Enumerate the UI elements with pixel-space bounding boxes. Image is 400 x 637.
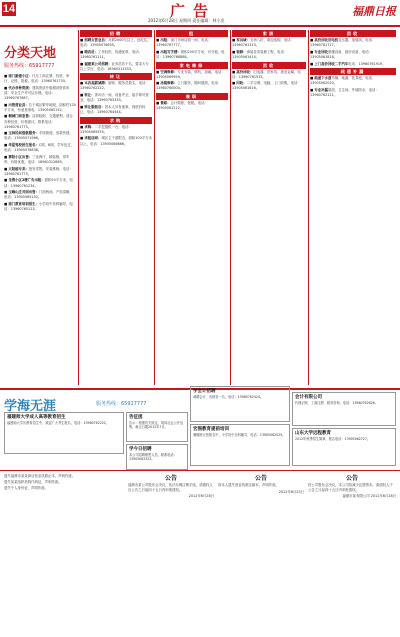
column-3 — [156, 30, 228, 385]
item-title: ■ 上门高价回收二手汽车 — [310, 61, 349, 66]
notice-text: 因本人遗失营业执照正副本，声明作废。 — [218, 483, 280, 487]
classified-item — [4, 167, 76, 177]
item-title: ■ 太阳能专卖： — [4, 166, 29, 171]
banner-phone: 服务热线：65917777 — [4, 63, 55, 69]
column-1 — [4, 74, 76, 384]
classified-item — [4, 155, 76, 165]
item-title: ■ 出售营业房： — [4, 102, 29, 107]
ad-box-5 — [190, 424, 290, 466]
classified-item — [4, 103, 76, 113]
item-title: ■ 招聘女营业员： — [80, 38, 109, 42]
classified-item — [310, 50, 396, 60]
item-text: 面积200平方米，可分租，电话：13960768888。 — [156, 49, 225, 59]
item-title: ■ 装修： — [232, 49, 247, 54]
item-text: 业务员若干名，要求大专以上学历，电话：18960313333。 — [80, 61, 149, 71]
item-title: ■ 南门教育培训招生： — [4, 202, 39, 206]
notice-2 — [218, 474, 304, 632]
ad-title: 福建师大学成人高等教育招生 — [7, 415, 66, 420]
ad-title: 会计有限公司 — [295, 395, 322, 400]
item-text: 面积50平方米，电话：13960761234。 — [4, 178, 73, 188]
item-title: ■ 南门新建小区： — [4, 74, 33, 78]
item-title: ■ 高价回收旧电机 — [310, 38, 339, 42]
classified-item — [232, 50, 306, 60]
item-title: ■ 出租写字楼： — [156, 49, 181, 54]
column-4 — [232, 30, 306, 385]
item-text: 南门市场店面一间，电话：13960767777。 — [156, 38, 212, 48]
header-rule — [0, 25, 400, 27]
item-title: ■ 家具城： — [232, 38, 250, 42]
item-title: ■ 出租： — [156, 38, 171, 42]
item-text: 变压器、电缆线，电话：13960761717。 — [310, 38, 376, 48]
banner-title: 分类天地 — [4, 46, 57, 61]
item-text: 专业安装、移机、加氟，电话：13905069999。 — [156, 69, 225, 79]
column-2 — [80, 30, 152, 385]
notice-3 — [308, 474, 396, 632]
lost-notice: 遗失某某组织机构代码证，声明作废。 — [4, 480, 62, 485]
item-text: 店面临街，交通便利，适合各种经营，价格面议，联系电话：13960761775。 — [4, 114, 73, 129]
classified-item — [232, 81, 306, 91]
item-title: ■ 回收： — [232, 81, 247, 86]
notice-title: 公告 — [254, 475, 267, 482]
newspaper-logo: 福鼎日报 — [352, 5, 396, 18]
column-divider — [78, 30, 79, 385]
category-header: 家居 — [232, 30, 306, 37]
category-header: 租 — [156, 30, 228, 37]
column-5 — [310, 30, 396, 385]
column-divider — [154, 30, 155, 385]
item-text: 三室两厅，精装修，带车库，价格优惠，电话：18960312689。 — [4, 154, 70, 164]
item-text: 二手挖掘机一台，电话：13905065555。 — [80, 124, 132, 134]
classified-item — [80, 50, 152, 60]
item-title: ■ 赛阳小区出售： — [4, 154, 33, 159]
classified-item — [80, 93, 152, 103]
item-text: 全场八折，欢迎选购，电话：13960761313。 — [232, 38, 295, 48]
item-title: ■ 冰箱维修： — [156, 81, 178, 86]
item-text: 马桶、地漏、化粪池，电话：13905062020。 — [310, 76, 376, 86]
category-header: 回收 — [310, 30, 396, 37]
lost-notices-column — [4, 474, 124, 632]
section-divider — [0, 470, 400, 471]
classified-item — [80, 125, 152, 135]
item-text: 位于城区繁华地段，面积约120平方米，有意者请电：13905065152。 — [4, 102, 76, 112]
category-header: 转让 — [80, 73, 152, 80]
ad-text: 诚聘会计、出纳各一名，电话：13960762424。 — [193, 395, 264, 399]
item-text: 因本人另有他事，现低价转让，电话：13960764444。 — [80, 104, 146, 114]
item-title: ■ 专业补漏 — [310, 88, 328, 93]
ad-box-6 — [292, 392, 396, 426]
classified-item — [4, 178, 76, 188]
notice-sign: 2012年6月28日 — [188, 494, 214, 499]
item-title: ■ 转让服装店： — [80, 104, 105, 109]
classified-item — [156, 70, 228, 80]
item-title: ■ 求租店面： — [80, 136, 102, 141]
notice-title: 公告 — [164, 475, 177, 482]
classified-item — [80, 38, 152, 48]
classified-item — [4, 114, 76, 129]
lost-notice: 遗失个人身份证，声明作废。 — [4, 486, 49, 491]
category-header: 家电维修 — [156, 62, 228, 69]
classified-item — [156, 50, 228, 60]
classified-item — [232, 38, 306, 48]
item-title: ■ 本店高薪诚聘： — [80, 81, 109, 86]
classified-item — [4, 202, 76, 212]
ad-title: 山东大学远程教育 — [295, 431, 331, 436]
item-title: ■ 龙湾小区2楼广告出租： — [4, 178, 45, 183]
item-text: 批发零售，安装维修，电话：13960761775。 — [4, 166, 73, 176]
ad-text: 代理记账、工商注册、税务咨询，电话：13960762626。 — [295, 401, 378, 405]
classified-item — [310, 76, 396, 86]
education-banner-phone: 服务热线：65917777 — [96, 401, 147, 407]
item-text: 工作轻松，待遇优厚，电话：13960761111。 — [80, 49, 143, 59]
notice-text: 福鼎市某公司股东会决议，依法办理注销手续，请债权人自公告之日起四十五日内申报债权。 — [128, 483, 213, 492]
item-text: 建筑资质升级增项资质申请，安全生产许可证办理。电话：13960767687。 — [4, 85, 70, 100]
category-header: 求购 — [80, 117, 152, 124]
ad-box-2 — [126, 412, 188, 442]
page-number: 14 — [2, 3, 16, 15]
item-text: 月薪2000元以上，包吃住，电话：13905076655。 — [80, 38, 151, 48]
category-header: 回收 — [232, 62, 306, 69]
item-text: 手续简便，放款快捷，电话：13905071966。 — [4, 131, 73, 141]
item-text: 厨师、服务员数名，电话：13960762222。 — [80, 81, 149, 91]
item-text: 小学初中各科辅导，电话：13960765123。 — [4, 202, 73, 212]
item-title: ■ 华夏驾校招生报名： — [4, 143, 39, 148]
page-header — [0, 0, 400, 23]
classified-item — [4, 86, 76, 101]
item-title: ■ 兼职： — [156, 101, 171, 106]
item-title: ■ 专业回收 — [310, 49, 328, 54]
ad-title: 宏图教育提前培训 — [193, 427, 229, 432]
classified-item — [4, 190, 76, 200]
column-divider — [308, 30, 309, 385]
item-text: C照、B照，学车包过，电话：13905078836。 — [4, 143, 75, 153]
item-title: ■ 转让： — [80, 93, 95, 98]
notice-sign: 福鼎市某有限公司 2012年6月28日 — [342, 494, 396, 499]
education-banner-title: 学海无涯 — [4, 399, 57, 414]
classified-item — [4, 143, 76, 153]
ad-box-3 — [126, 444, 188, 470]
notice-text: 经公司股东会决议，本公司拟减少注册资本，请债权人于公告之日起四十五日内申报债权。 — [308, 483, 393, 492]
lost-notice: 遗失福鼎市某某商店营业执照正本，声明作废。 — [4, 474, 76, 478]
column-divider — [230, 30, 231, 385]
category-header: 招聘 — [80, 30, 152, 37]
item-title: ■ 聘店员： — [80, 49, 98, 54]
notice-sign: 2012年6月25日 — [278, 489, 304, 494]
ad-text: 本公司招聘销售人员，联系电话：13905062323。 — [129, 453, 177, 462]
ad-title: 学会计招聘 — [193, 389, 216, 394]
ad-box-7 — [292, 428, 396, 466]
notice-1 — [128, 474, 214, 632]
item-text: 会计做账，报税，电话：13905061212。 — [156, 101, 208, 111]
date-line: 2012年6月28日 星期四 责任编辑：林小虎 — [148, 18, 225, 23]
item-text: 屋面、卫生间、外墙防水，电话：13960762121。 — [310, 88, 379, 98]
classified-item — [310, 38, 396, 48]
item-text: 茶叶店一间，设备齐全，接手即可营业，电话：13960763333。 — [80, 93, 149, 103]
item-title: ■ 玉林民间借款服务： — [4, 131, 39, 136]
classified-item — [4, 131, 76, 141]
classified-item — [80, 136, 152, 146]
item-text: 门面两间，产权清晰，电话：13905065152。 — [4, 190, 73, 200]
item-title: ■ 空调维修： — [156, 69, 178, 74]
item-text: 酒楼设备、厨房设备，电话：13905061818。 — [310, 49, 373, 59]
item-text: 城区主干道附近，面积100平方米以上，电话：13905066666。 — [80, 136, 152, 146]
ad-title: 告征函 — [129, 415, 143, 420]
section-title: 广告 — [170, 2, 217, 20]
item-title: ■ 福建某公司招聘： — [80, 61, 112, 66]
classified-item — [80, 62, 152, 72]
item-title: ■ 高价回收： — [232, 69, 254, 74]
classified-item — [310, 62, 396, 67]
classified-item — [80, 81, 152, 91]
ad-text: 福建师大学历教育招生中，欢迎广大考生报名，电话：13960762222。 — [7, 421, 109, 425]
item-text: 二手空调、电脑，上门收购，电话：13905061616。 — [232, 81, 301, 91]
item-text: 电话：13960761919。 — [348, 61, 386, 66]
item-text: 上门服务，随叫随到，电话：13960760000。 — [156, 81, 222, 91]
classified-item — [156, 101, 228, 111]
ad-text: 暑期班火热报名中，小学初中全科辅导，电话：13905062525。 — [193, 433, 286, 437]
notice-title: 公告 — [345, 475, 358, 482]
classified-item — [156, 81, 228, 91]
item-title: ■ 玉峰山庄对面出售： — [4, 190, 39, 195]
category-header: 疏通补漏 — [310, 68, 396, 75]
classified-item — [80, 105, 152, 115]
item-text: 旧电器、旧家具、废旧金属，电话：13960761515。 — [232, 69, 301, 79]
classified-item — [156, 38, 228, 48]
classified-item — [232, 70, 306, 80]
category-header: 兼职 — [156, 93, 228, 100]
item-text: 承接各类装修工程，电话：13905061414。 — [232, 49, 288, 59]
ad-title: 学今日招聘 — [129, 447, 152, 452]
classified-item — [4, 74, 76, 84]
item-title: ■ 桐城门面急售： — [4, 114, 33, 119]
classified-banner — [4, 42, 64, 69]
item-title: ■ 求购： — [80, 124, 95, 129]
item-text: 代办工商注册、验资、审计、记账、报税。电话：13960761755。 — [4, 74, 70, 84]
item-title: ■ 代办各种资质： — [4, 85, 33, 90]
item-title: ■ 疏通下水道 — [310, 76, 332, 81]
ad-text: 告示：根据有关规定，现向社会公开征集，截止日期2012年7月。 — [129, 421, 184, 430]
ad-box-1 — [4, 412, 124, 454]
classified-item — [310, 88, 396, 98]
ad-box-4 — [190, 386, 290, 422]
ad-text: 2012年秋季招生简章，报名电话：13905062727。 — [295, 437, 371, 441]
